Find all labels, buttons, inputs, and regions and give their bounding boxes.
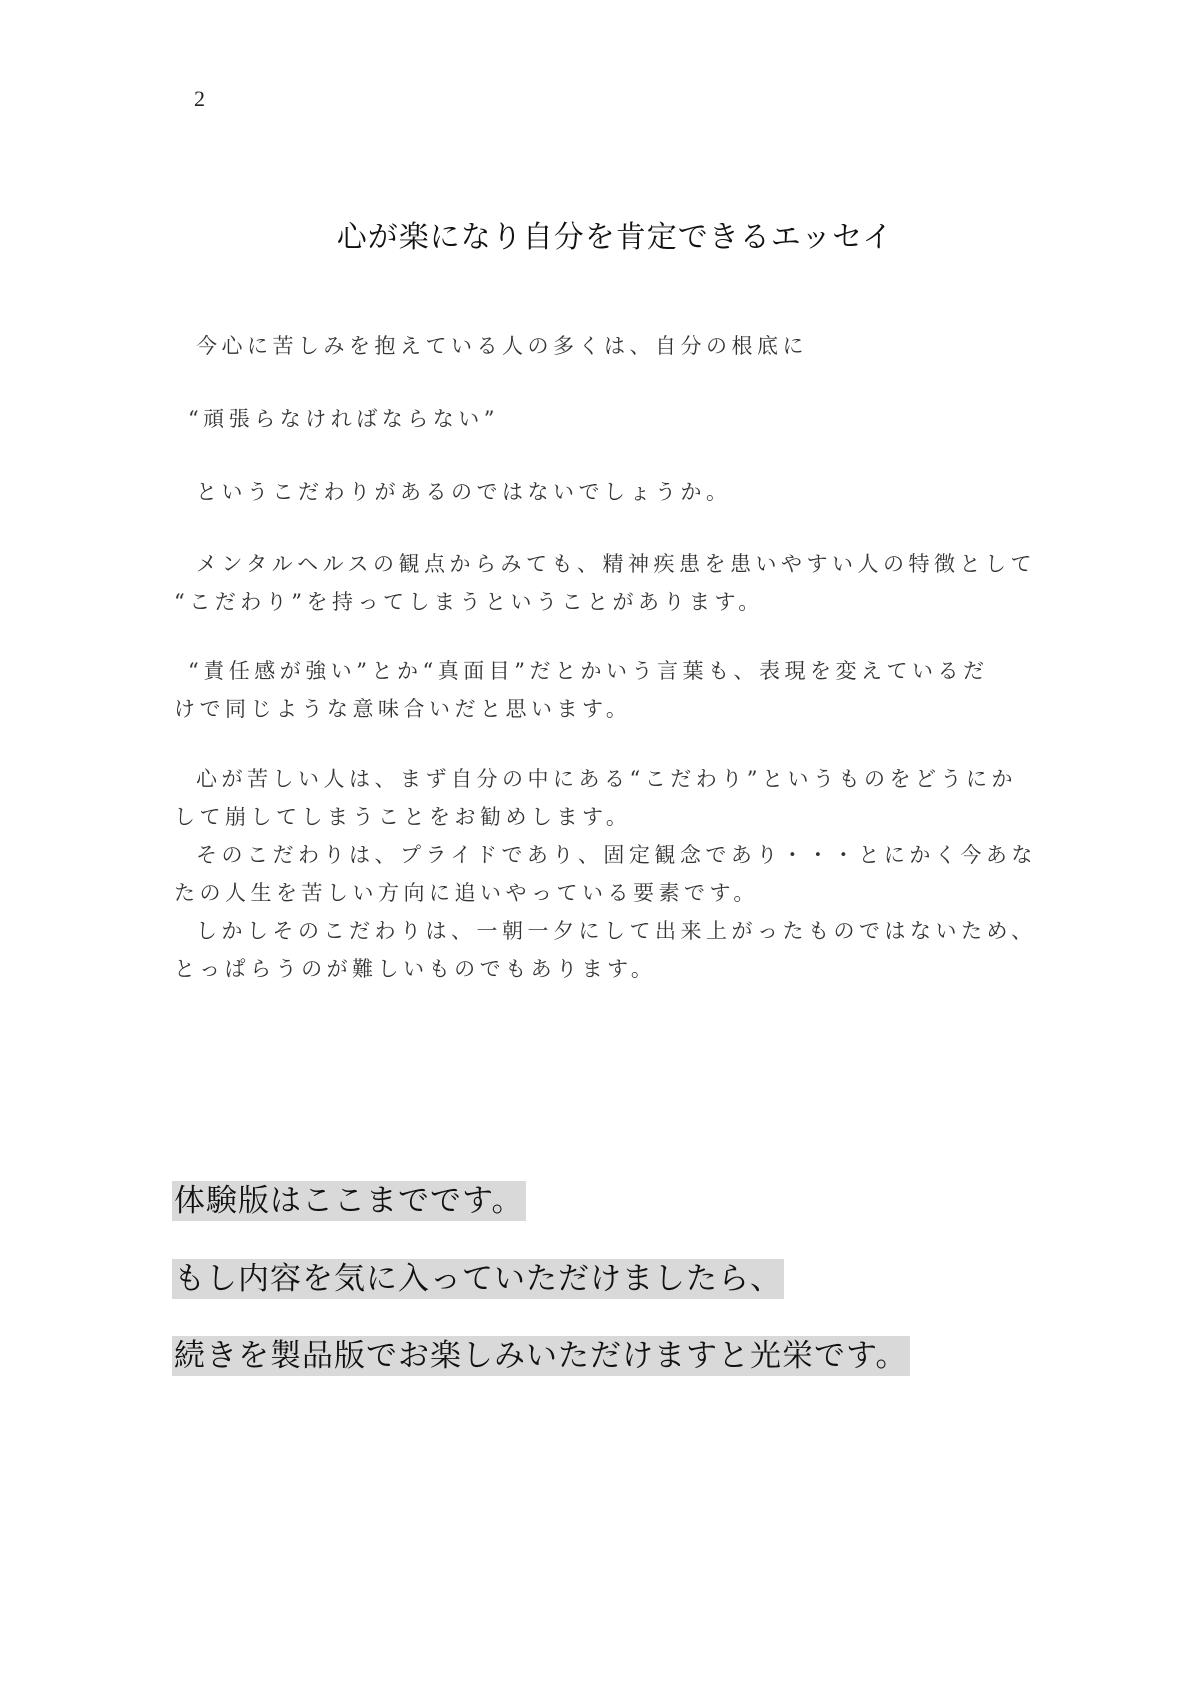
text-line: そのこだわりは、プライドであり、固定観念であり・・・とにかく今あな bbox=[196, 843, 1037, 867]
paragraph-5 bbox=[174, 652, 1034, 728]
text-line: “こだわり”を持ってしまうということがあります。 bbox=[174, 590, 764, 614]
text-line: “責任感が強い”とか“真面目”だとかいう言葉も、表現を変えているだ bbox=[188, 659, 989, 683]
paragraph-3 bbox=[174, 473, 1034, 511]
document-title: 心が楽になり自分を肯定できるエッセイ bbox=[336, 220, 894, 255]
text-line: メンタルヘルスの観点からみても、精神疾患を患いやすい人の特徴として bbox=[196, 552, 1037, 576]
page-number: 2 bbox=[194, 86, 205, 111]
paragraph-4 bbox=[174, 545, 1037, 621]
text-line: とっぱらうのが難しいものでもあります。 bbox=[174, 957, 657, 981]
paragraph-2 bbox=[174, 400, 1034, 438]
text-line: けで同じような意味合いだと思います。 bbox=[174, 697, 632, 721]
text-line: して崩してしまうことをお勧めします。 bbox=[174, 805, 632, 829]
text-line: たの人生を苦しい方向に追いやっている要素です。 bbox=[174, 881, 759, 905]
paragraph-6 bbox=[174, 760, 1037, 988]
trial-notice-line-2: もし内容を気に入っていただけましたら、 bbox=[174, 1261, 782, 1297]
trial-notice-line-3: 続きを製品版でお楽しみいただけますと光栄です。 bbox=[174, 1338, 908, 1374]
text-line: しかしそのこだわりは、一朝一夕にして出来上がったものではないため、 bbox=[196, 919, 1037, 943]
text-line: 心が苦しい人は、まず自分の中にある“こだわり”というものをどうにか bbox=[196, 767, 1017, 791]
text-line: “頑張らなければならない” bbox=[188, 407, 499, 431]
trial-notice-line-1: 体験版はここまでです。 bbox=[174, 1183, 524, 1219]
text-line: 今心に苦しみを抱えている人の多くは、自分の根底に bbox=[196, 334, 808, 358]
paragraph-1 bbox=[174, 327, 1034, 365]
text-line: というこだわりがあるのではないでしょうか。 bbox=[196, 480, 732, 504]
